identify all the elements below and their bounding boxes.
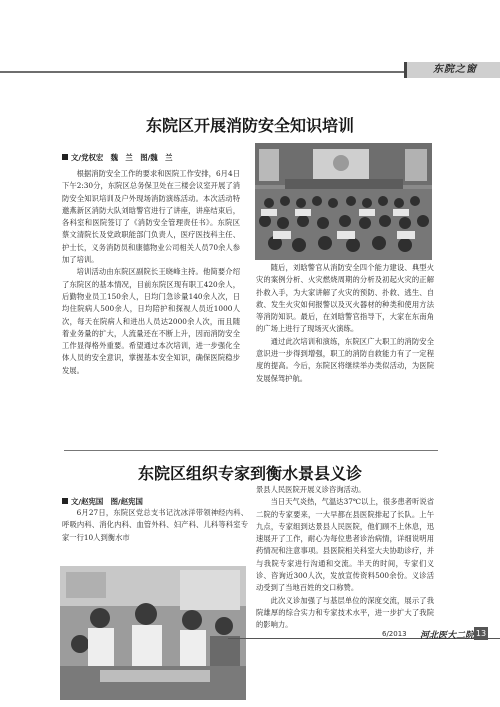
article2-right-column xyxy=(256,484,434,632)
article1-paragraph-1: 根据消防安全工作的要求和医院工作安排，6月4日下午2:30分，东院区总务保卫处在三楼会议室开展了消防安全知识培训及户外现场消防演练活动。本次活动特邀燕新区消防大队刘晗警官进行了讲座，讲座结束后，各科室和医院签订了《消防安全管理责任书》。东院区蔡文清院长及党政职能部门负责人，医疗医技科主任、护士长，义务消防员和康德物业公司相关人员70余人参加了培训。 xyxy=(62,169,240,265)
article1-paragraph-2: 培训活动由东院区副院长王晓峰主持。他简要介绍了东院区的基本情况，目前东院区现有职工420余人，后勤物业员工150余人，日均门急诊量140余人次，日均住院病人500余人，日均陪护和探视人员近1000人次，每天在院病人和进出人员达2000余人次，而且随着业务量的扩大，人流量还在不断上升，因而消防安全工作显得格外重要。希望通过本次培训，进一步强化全体人员的安全意识，掌握基本安全知识，确保医院稳步发展。 xyxy=(62,267,240,375)
article2-paragraph-3: 当日天气炎热，气温达37℃以上，很多患者听说省二院的专家要来，一大早都在县医院排起了长队。上午九点，专家组到达景县人民医院，他们顾不上休息，迅速展开了工作，耐心为每位患者诊治病情，详细说明用药情况和注意事项。县医院相关科室大夫协助诊疗，并与我院专家进行沟通和交流。半天的时间，专家们义诊、咨询近300人次，发放宣传资料500余份。义诊活动受到了当地百姓的交口称赞。 xyxy=(256,497,434,593)
article1-right-column xyxy=(256,262,434,385)
square-bullet-icon xyxy=(62,154,68,160)
article1-paragraph-4: 通过此次培训和演练，东院区广大职工的消防安全意识进一步得到增强，职工的消防自救能力有了一定程度的提高。今后，东院区将继续举办类似活动，为医院发展保驾护航。 xyxy=(256,336,434,383)
article2-paragraph-1: 6月27日，东院区党总支书记沈冰洋带领神经内科、呼吸内科、消化内科、血管外科、妇产科、儿科等科室专家一行10人到衡水市 xyxy=(62,508,248,542)
issue-number: 6/2013 xyxy=(382,630,407,638)
article2-title: 东院区组织专家到衡水景县义诊 xyxy=(137,464,362,483)
article2-paragraph-4: 此次义诊加强了与基层单位的深度交流，展示了我院雄厚的综合实力和专家技术水平，进一步扩大了我院的影响力。 xyxy=(256,595,434,630)
article2-paragraph-2: 景县人民医院开展义诊咨询活动。 xyxy=(256,485,366,494)
magazine-name: 河北医大二院 xyxy=(420,631,475,641)
article-divider xyxy=(64,450,438,451)
article1-paragraph-3: 随后，刘晗警官从消防安全四个能力建设、典型火灾的案例分析、火灾燃烧周期的分析及初起火灾的正解扑救入手，为大家讲解了火灾的预防、扑救、逃生、自救、发生火灾如何报警以及灭火器材的种类和使用方法等消防知识。最后，在刘晗警官指导下，大家在东南角的广场上进行了现场灭火演练。 xyxy=(256,263,434,334)
article2-left-column xyxy=(62,507,248,544)
section-tag: 东院之窗 xyxy=(404,62,500,78)
article1-title: 东院区开展消防安全知识培训 xyxy=(145,116,354,135)
article2-byline xyxy=(62,496,143,507)
article2-byline-text: 文/赵宪国 图/赵宪国 xyxy=(71,497,143,506)
training-hall-photo xyxy=(255,143,432,260)
clinic-consultation-photo xyxy=(60,566,246,700)
article1-byline xyxy=(62,152,172,163)
page-number: 13 xyxy=(475,629,487,638)
article1-left-column xyxy=(62,168,240,377)
square-bullet-icon xyxy=(62,498,68,504)
article1-byline-text: 文/党权宏 魏 兰 图/魏 兰 xyxy=(71,153,173,162)
